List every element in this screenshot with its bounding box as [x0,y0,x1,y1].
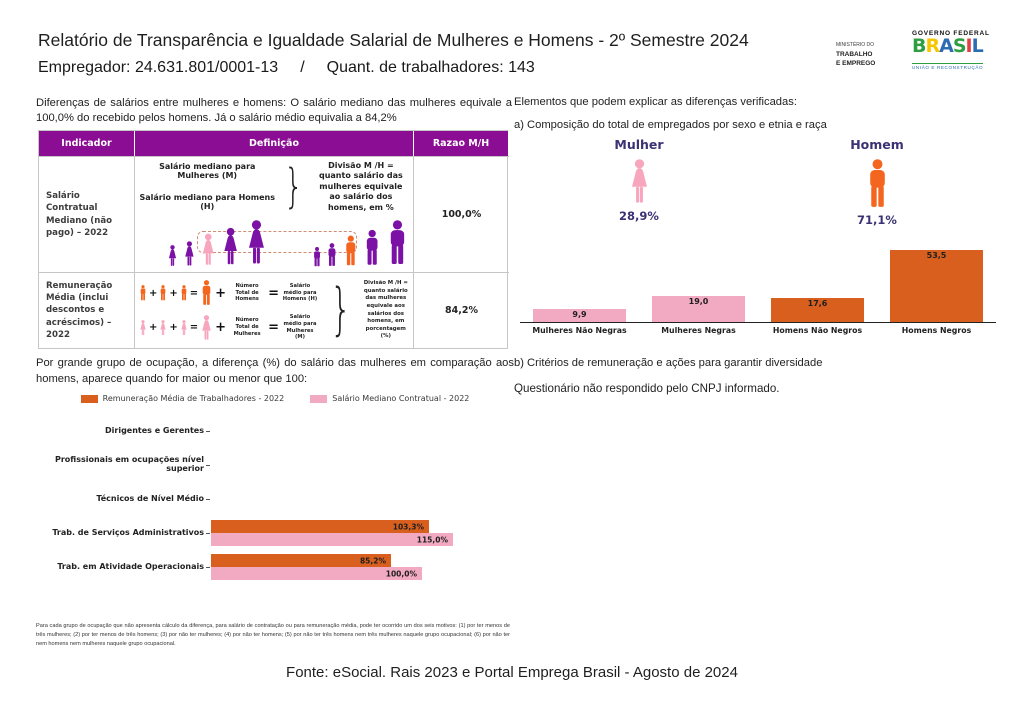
bar [652,296,745,322]
category-label: Dirigentes e Gerentes [105,425,204,435]
employer-id: Empregador: 24.631.801/0001-13 [38,59,279,76]
category-label: Homens Não Negros [772,326,863,335]
men-average-equation: + + = + Número Total de Homens = Salário médio para Homens (H) [139,280,319,306]
mulher-figure [520,137,758,227]
separator: / [300,59,305,76]
sex-composition-figures [520,137,996,227]
female-icon [167,244,178,268]
category-label: Técnicos de Nível Médio [96,493,204,503]
category-label: Profissionais em ocupações nível superior [54,455,204,473]
page-title: Relatório de Transparência e Igualdade Salarial de Mulheres e Homens - 2º Semestre 2024 [38,30,749,50]
row1-def-line2: Salário mediano para Homens (H) [139,193,276,212]
item-b-heading: b) Critérios de remuneração e ações para garantir diversidade [514,357,823,369]
salary-difference-intro: Diferenças de salários entre mulheres e homens: O salário mediano das mulheres equivale a 100,0% do recebido pelos homens. Já o salário médio equivalia a 84,2% [36,97,512,125]
male-icon-highlighted [343,234,359,268]
occupation-footnote: Para cada grupo de ocupação que não apresenta cálculo da diferença, para salário de contratação ou para remuneração média, pode ter ocorrido um dos seis motivos: (1) por ter menos de três mulheres; (2) por ter menos de três homens; (3) por não ter mulheres; (4) por não ter homens; (5) por não ter três homens nem três mulheres naquele grupo ocupacional; (6) por não ter nem homens nem mulheres naquele grupo ocupacional. [36,623,510,647]
bar-value-label: 17,6 [807,299,828,308]
ministry-line3: E EMPREGO [836,60,876,68]
row2-definition [135,272,414,348]
occupation-intro: Por grande grupo de ocupação, a diferença (%) do salário das mulheres em comparação aos homens, aparece quando for maior ou menor que 100: [36,357,514,385]
row1-def-line1: Salário mediano para Mulheres (M) [159,162,256,181]
occupation-chart-legend [36,394,514,403]
bar [211,520,429,533]
chart-row [36,550,514,584]
bar-value-label: 9,9 [572,310,587,319]
bar [533,309,626,322]
row2-indicator: Remuneração Média (inclui descontos e acréscimos) – 2022 [39,272,135,348]
bar-value-label: 100,0% [385,569,417,578]
bar [890,250,983,322]
category-label: Homens Negros [901,326,972,335]
axis-tick [206,465,210,466]
female-icon [245,218,268,268]
women-total-label: Número Total de Mulheres [233,317,261,337]
male-icon [180,285,188,301]
bar-group [639,296,758,322]
male-icon [386,218,409,268]
employer-line [38,59,535,77]
male-icon-large [865,159,890,209]
women-result-label: Salário médio para Mulheres (M) [283,314,317,341]
female-icon [183,240,196,268]
composition-bar-chart [520,242,996,335]
row2-def-note: Divisão M /H = quanto salário das mulheres equivale aos salários dos homens, em porcentagem (%) [363,280,408,340]
male-icon [159,285,167,301]
item-b-note: Questionário não respondido pelo CNPJ informado. [514,382,780,395]
bar-group [520,309,639,322]
gov-logo-top: GOVERNO FEDERAL [912,30,990,37]
legend-item [310,394,469,403]
explaining-elements-heading: Elementos que podem explicar as diferenças verificadas: [514,96,797,108]
chart-row [36,516,514,550]
legend-label: Salário Mediano Contratual - 2022 [332,394,470,403]
chart-row [36,482,514,516]
composition-chart-bars [520,242,996,323]
axis-tick [206,533,210,534]
bar-value-label: 85,2% [359,556,386,565]
men-result-label: Salário médio para Homens (H) [282,282,318,303]
bar [211,567,422,580]
bar [771,298,864,322]
people-pictogram-band [139,217,409,268]
gov-logo-bottom: UNIÃO E RECONSTRUÇÃO [912,65,984,70]
category-label: Mulheres Negras [661,326,736,335]
female-icon-large [200,315,213,341]
row1-def-note: Divisão M /H = quanto salário das mulheres equivale ao salário dos homens, em % [318,161,403,212]
bar-group [758,298,877,322]
table-header-indicador: Indicador [39,131,135,156]
government-logo [912,30,1012,74]
row1-indicator: Salário Contratual Mediano (não pago) – 2022 [39,156,135,272]
homem-figure [758,137,996,227]
category-label: Mulheres Não Negras [532,326,627,335]
axis-tick [206,567,210,568]
occupation-bar-chart [36,414,514,584]
brace-glyph: } [284,159,304,214]
female-icon [180,320,188,336]
homem-label: Homem [850,137,904,152]
workers-count: Quant. de trabalhadores: 143 [326,59,535,76]
men-total-label: Número Total de Homens [235,282,259,303]
mulher-percentage: 28,9% [619,209,659,223]
axis-tick [206,499,210,500]
bar [211,554,391,567]
bar-value-label: 53,5 [926,251,947,260]
composition-chart-categories [520,323,996,335]
female-icon-highlighted [200,232,217,268]
ministry-line1: MINISTÉRIO DO [836,42,875,48]
salary-indicator-table [38,130,508,349]
legend-swatch-orange [81,395,98,403]
chart-row [36,414,514,448]
row1-ratio-value: 100,0% [414,156,509,272]
male-icon [312,246,322,268]
female-icon [159,320,167,336]
table-header-definicao: Definição [135,131,414,156]
male-icon [326,242,338,268]
bar-value-label: 103,3% [392,522,424,531]
item-a-heading: a) Composição do total de empregados por sexo e etnia e raça [514,119,827,131]
male-icon-large [200,280,213,306]
category-label: Trab. de Serviços Administrativos [52,527,204,537]
legend-swatch-pink [310,395,327,403]
axis-tick [206,431,210,432]
women-average-equation: + + = + Número Total de Mulheres = Salário médio para Mulheres (M) [139,314,319,341]
brace-glyph: } [330,277,352,343]
male-icon [363,228,381,268]
ministry-line2: TRABALHO [836,50,873,58]
ministry-logo [836,42,908,69]
row2-ratio-value: 84,2% [414,272,509,348]
source-footer: Fonte: eSocial. Rais 2023 e Portal Emprega Brasil - Agosto de 2024 [286,664,738,681]
category-label: Trab. em Atividade Operacionais [57,561,204,571]
chart-row [36,448,514,482]
mulher-label: Mulher [614,137,664,152]
bar [211,533,453,546]
bar-value-label: 19,0 [688,297,709,306]
female-icon-large [628,159,651,205]
bar-group [877,250,996,322]
legend-label: Remuneração Média de Trabalhadores - 2022 [102,394,285,403]
male-icon [139,285,147,301]
bar-value-label: 115,0% [416,535,448,544]
row1-definition [135,156,414,272]
brasil-wordmark: BRASIL [912,35,983,57]
female-icon [139,320,147,336]
legend-item [81,394,285,403]
homem-percentage: 71,1% [857,213,897,227]
female-icon [221,226,240,268]
table-header-razao: Razao M/H [414,131,509,156]
